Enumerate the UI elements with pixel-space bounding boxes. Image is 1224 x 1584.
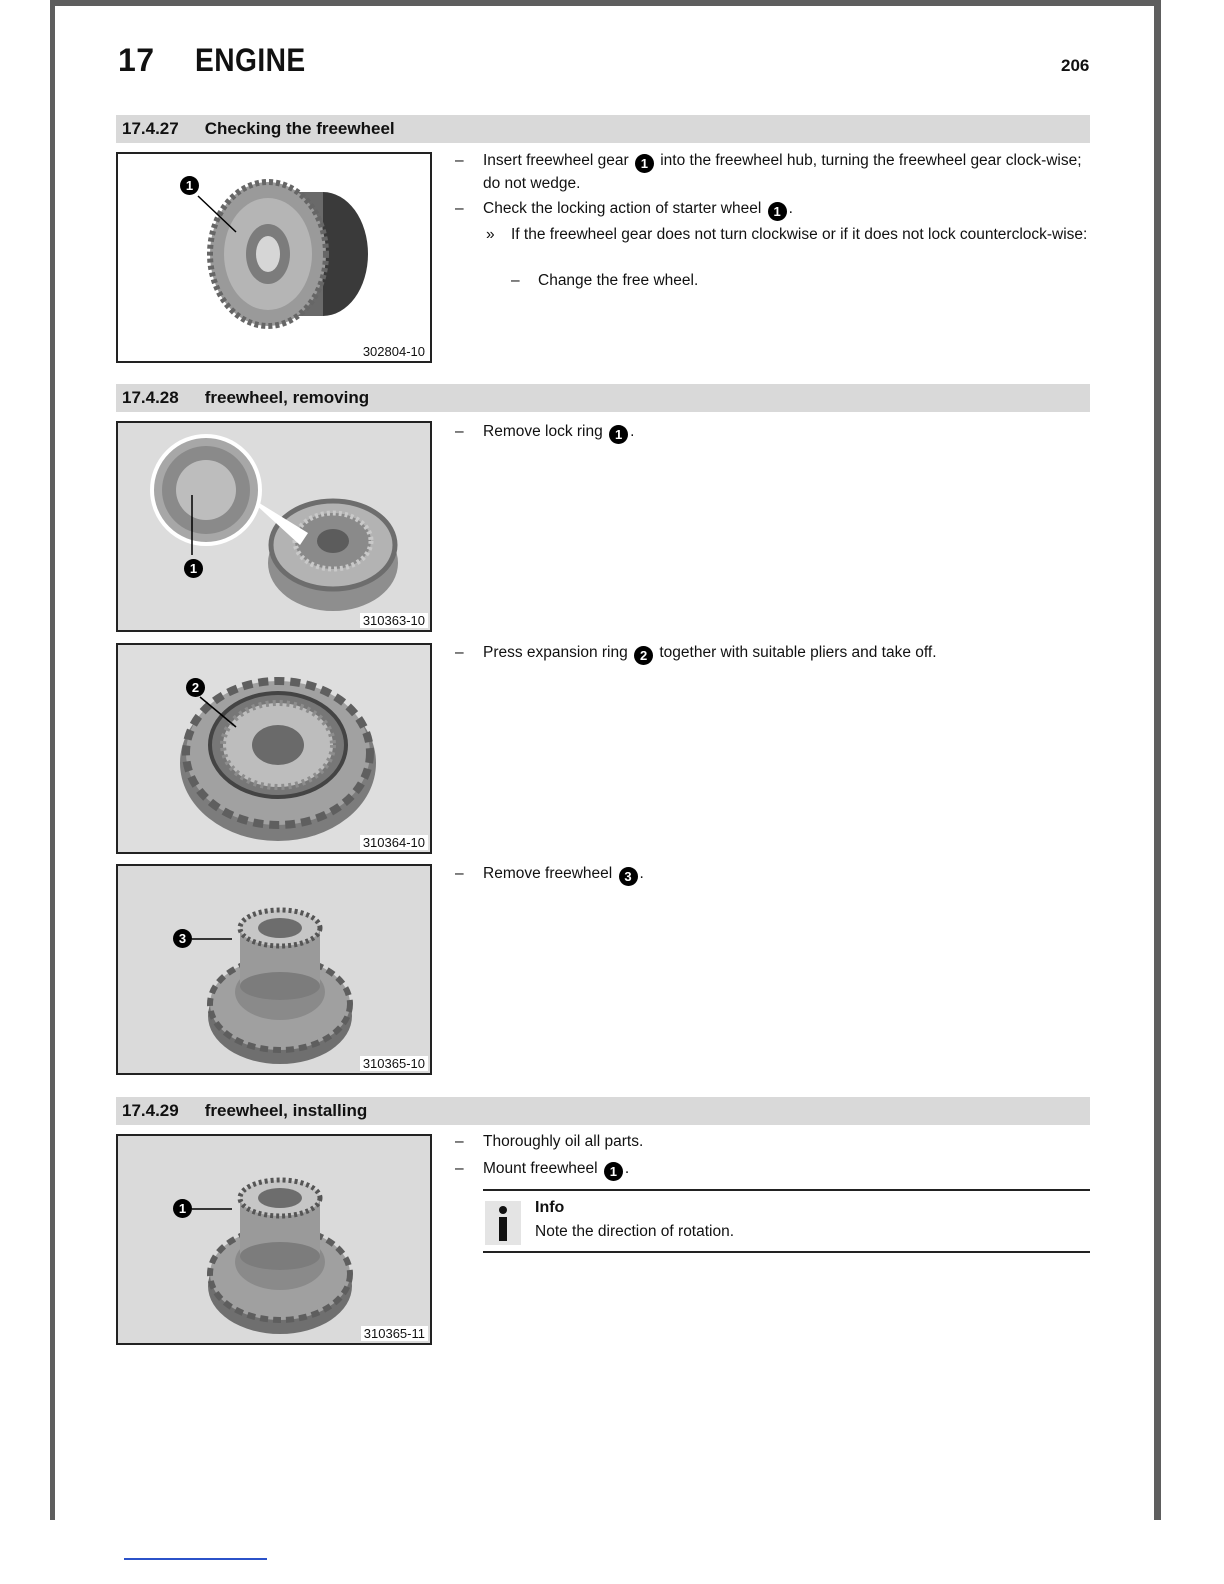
step-text: Insert freewheel gear — [483, 152, 629, 169]
step-remove-freewheel — [455, 863, 1091, 886]
step-mount-freewheel — [455, 1158, 1091, 1181]
bottom-link-underline[interactable] — [124, 1558, 267, 1560]
callout-marker: 1 — [173, 1199, 192, 1218]
info-box — [483, 1189, 1090, 1253]
section-title: Checking the freewheel — [204, 119, 395, 138]
figure-id: 310365-10 — [360, 1056, 428, 1071]
chapter-number: 17 — [118, 42, 155, 78]
freewheel-gear-illustration — [118, 154, 430, 361]
callout-marker: 2 — [186, 678, 205, 697]
dash: – — [455, 423, 464, 440]
dash: – — [455, 865, 464, 882]
section-title: freewheel, installing — [204, 1101, 368, 1120]
lock-ring-photo — [118, 423, 430, 630]
figure-id: 310364-10 — [360, 835, 428, 850]
dash: – — [455, 1160, 464, 1177]
step-press-expansion-ring — [455, 642, 1091, 665]
callout-marker: 3 — [619, 867, 638, 886]
step-text: . — [788, 200, 793, 217]
section-number: 17.4.28 — [122, 388, 179, 407]
dash: – — [455, 1133, 464, 1150]
step-text: Mount freewheel — [483, 1160, 598, 1177]
condition-marker: » — [486, 226, 495, 243]
step-text: into the freewheel hub, turning the freewheel gear clock-wise; do not wedge. — [483, 152, 1082, 192]
callout-marker: 1 — [184, 559, 203, 578]
step-text: Remove freewheel — [483, 865, 613, 882]
section-heading — [116, 1097, 1090, 1125]
section-number: 17.4.27 — [122, 119, 179, 138]
step-insert-freewheel-gear — [455, 150, 1091, 194]
step-text: together with suitable pliers and take off. — [659, 644, 937, 661]
section-heading — [116, 384, 1090, 412]
figure-lock-ring — [116, 421, 432, 632]
dash: – — [455, 644, 464, 661]
sub-step-text: Change the free wheel. — [538, 272, 699, 289]
figure-id: 302804-10 — [360, 344, 428, 359]
expansion-ring-photo — [118, 645, 430, 852]
chapter-title: ENGINE — [195, 42, 306, 78]
page-number: 206 — [1061, 56, 1090, 75]
figure-id: 310363-10 — [360, 613, 428, 628]
callout-marker: 1 — [768, 202, 787, 221]
dash: – — [455, 152, 464, 169]
condition-text: If the freewheel gear does not turn clockwise or if it does not lock counterclock-wise: — [511, 226, 1088, 243]
freewheel-photo — [118, 866, 430, 1073]
figure-remove-freewheel — [116, 864, 432, 1075]
callout-marker: 2 — [634, 646, 653, 665]
dash: – — [455, 200, 464, 217]
step-oil-parts — [455, 1131, 1091, 1152]
step-text: Remove lock ring — [483, 423, 603, 440]
step-text: Check the locking action of starter wheel — [483, 200, 762, 217]
callout-marker: 1 — [635, 154, 654, 173]
step-text: Thoroughly oil all parts. — [483, 1133, 644, 1150]
step-check-locking-action — [455, 198, 1091, 221]
step-text: . — [624, 1160, 630, 1177]
callout-marker: 1 — [180, 176, 199, 195]
figure-expansion-ring — [116, 643, 432, 854]
step-text: Press expansion ring — [483, 644, 628, 661]
callout-marker: 3 — [173, 929, 192, 948]
freewheel-install-photo — [118, 1136, 430, 1343]
section-title: freewheel, removing — [204, 388, 370, 407]
info-text: Note the direction of rotation. — [535, 1223, 735, 1240]
step-text: . — [630, 423, 635, 440]
figure-id: 310365-11 — [361, 1326, 428, 1341]
section-number: 17.4.29 — [122, 1101, 179, 1120]
figure-freewheel-gear — [116, 152, 432, 363]
figure-mount-freewheel — [116, 1134, 432, 1345]
info-icon — [485, 1201, 521, 1245]
step-remove-lock-ring — [455, 421, 1091, 444]
sub-step-dash: – — [511, 272, 520, 289]
info-title: Info — [535, 1199, 565, 1216]
step-text: . — [639, 865, 644, 882]
section-heading — [116, 115, 1090, 143]
callout-marker: 1 — [604, 1162, 623, 1181]
callout-marker: 1 — [609, 425, 628, 444]
